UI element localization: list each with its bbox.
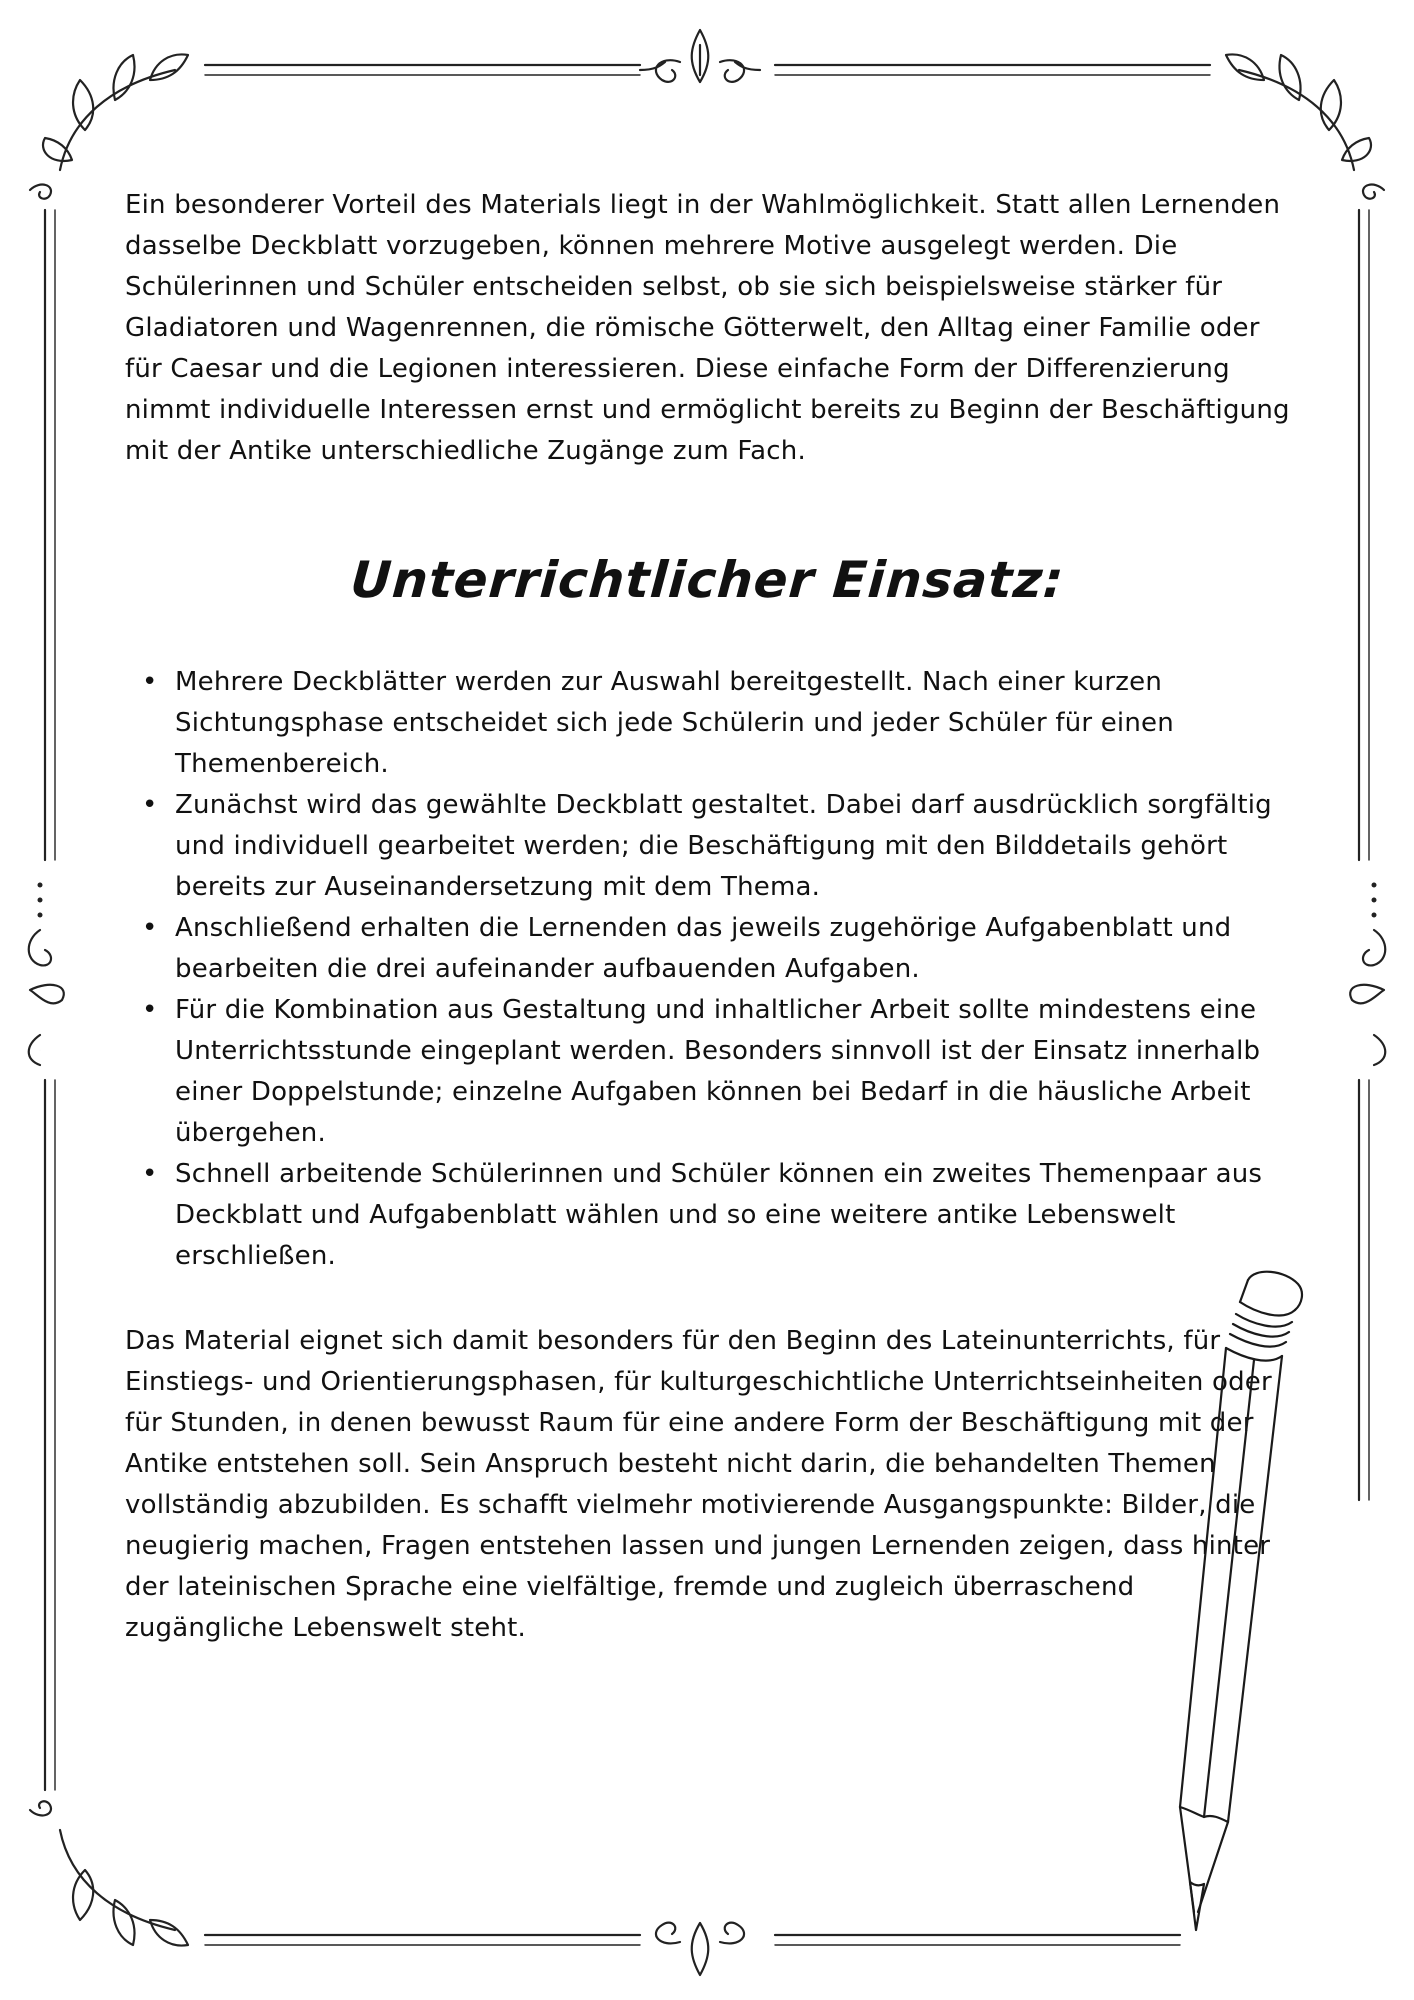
list-item: • Anschließend erhalten die Lernenden das jeweils zugehörige Aufgabenblatt und bearbeiten die drei aufeinander aufbauenden Aufgaben. — [175, 908, 1290, 990]
pencil-illustration — [1160, 1262, 1310, 1962]
list-item: • Schnell arbeitende Schülerinnen und Schüler können ein zweites Themenpaar aus Deckblatt und Aufgabenblatt wählen und so eine weitere antike Lebenswelt erschließen. — [175, 1154, 1290, 1277]
bullet-list — [125, 662, 1290, 1277]
list-item: • Zunächst wird das gewählte Deckblatt gestaltet. Dabei darf ausdrücklich sorgfältig und individuell gearbeitet werden; die Beschäftigung mit den Bilddetails gehört bereits zur Auseinandersetzung mit dem Thema. — [175, 785, 1290, 908]
intro-paragraph: Ein besonderer Vorteil des Materials liegt in der Wahlmöglichkeit. Statt allen Lernenden dasselbe Deckblatt vorzugeben, können mehrere Motive ausgelegt werden. Die Schülerinnen und Schüler entscheiden selbst, ob sie sich beispielsweise stärker für Gladiatoren und Wagenrennen, die römische Götterwelt, den Alltag einer Familie oder für Caesar und die Legionen interessieren. Diese einfache Form der Differenzierung nimmt individuelle Interessen ernst und ermöglicht bereits zu Beginn der Beschäftigung mit der Antike unterschiedliche Zugänge zum Fach. — [125, 190, 1290, 466]
list-item: • Für die Kombination aus Gestaltung und inhaltlicher Arbeit sollte mindestens eine Unterrichtsstunde eingeplant werden. Besonders sinnvoll ist der Einsatz innerhalb einer Doppelstunde; einzelne Aufgaben können bei Bedarf in die häusliche Arbeit übergehen. — [175, 990, 1290, 1154]
outro-paragraph: Das Material eignet sich damit besonders für den Beginn des Lateinunterrichts, für Einstiegs- und Orientierungsphasen, für kulturgeschichtliche Unterrichtseinheiten oder für Stunden, in denen bewusst Raum für eine andere Form der Beschäftigung mit der Antike entstehen soll. Sein Anspruch besteht nicht darin, die behandelten Themen vollständig abzubilden. Es schafft vielmehr motivierende Ausgangspunkte: Bilder, die neugierig machen, Fragen entstehen lassen und jungen Lernenden zeigen, dass hinter der lateinischen Sprache eine vielfältige, fremde und zugleich überraschend zugängliche Lebenswelt steht. — [125, 1326, 1272, 1643]
section-heading: Unterrichtlicher Einsatz: — [348, 551, 1067, 609]
main-content — [125, 185, 1290, 1649]
list-item: • Mehrere Deckblätter werden zur Auswahl bereitgestellt. Nach einer kurzen Sichtungsphase entscheidet sich jede Schülerin und jeder Schüler für einen Themenbereich. — [175, 662, 1290, 785]
